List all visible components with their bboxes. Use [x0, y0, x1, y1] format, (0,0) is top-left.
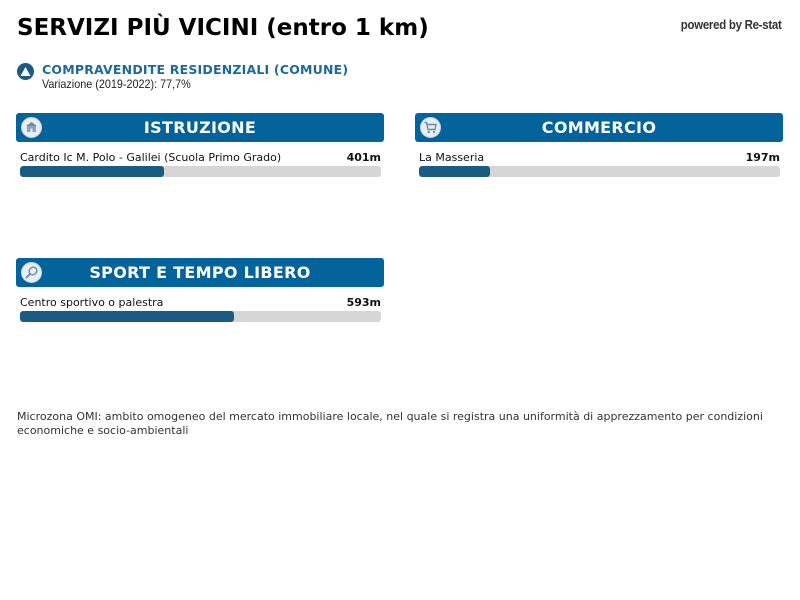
sales-title: COMPRAVENDITE RESIDENZIALI (COMUNE) — [42, 62, 349, 77]
section-header-commercio — [415, 113, 783, 142]
section-header-sport — [16, 258, 384, 287]
section-sport — [16, 258, 384, 323]
service-distance: 401m — [346, 151, 381, 164]
sales-variation: Variazione (2019-2022): 77,7% — [42, 77, 191, 91]
service-name: Cardito Ic M. Polo - Galilei (Scuola Primo Grado) — [20, 151, 282, 164]
distance-bar-fill — [419, 166, 490, 177]
section-header-istruzione — [16, 113, 384, 142]
service-name: La Masseria — [419, 151, 485, 164]
list-item — [16, 293, 384, 323]
section-title-sport: SPORT E TEMPO LIBERO — [89, 263, 311, 282]
list-item — [16, 148, 384, 178]
section-commercio — [415, 113, 783, 178]
page-title: SERVIZI PIÙ VICINI (entro 1 km) — [17, 15, 429, 41]
service-name: Centro sportivo o palestra — [20, 296, 164, 309]
distance-bar-fill — [20, 311, 234, 322]
distance-bar-fill — [20, 166, 164, 177]
section-title-istruzione: ISTRUZIONE — [143, 118, 257, 137]
list-item — [415, 148, 783, 178]
powered-by-label: powered by Re-stat — [681, 17, 782, 32]
service-distance: 197m — [745, 151, 780, 164]
distance-bar-track — [20, 311, 381, 322]
service-distance: 593m — [346, 296, 381, 309]
distance-bar-track — [20, 166, 381, 177]
section-title-commercio: COMMERCIO — [541, 118, 657, 137]
footnote-omi: Microzona OMI: ambito omogeneo del mercato immobiliare locale, nel quale si registra una uniformità di apprezzamento per condizioni economiche e socio-ambientali — [17, 410, 763, 437]
distance-bar-track — [419, 166, 780, 177]
triangle-up-icon — [17, 63, 34, 80]
section-istruzione — [16, 113, 384, 178]
